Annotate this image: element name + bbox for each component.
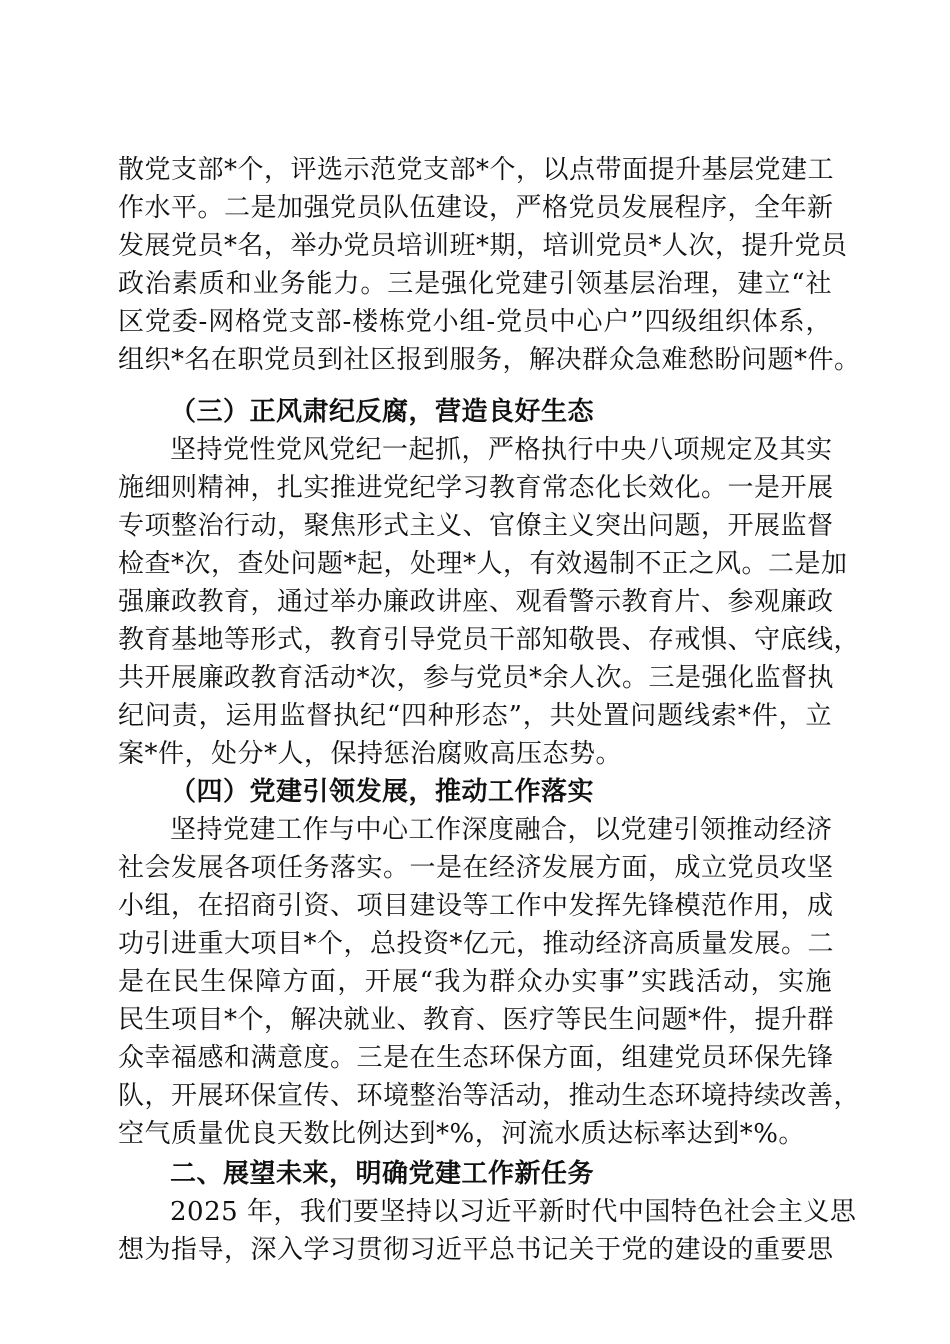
paragraph-line: 区党委-网格党支部-楼栋党小组-党员中心户”四级组织体系， — [118, 307, 832, 337]
paragraph-line: 队，开展环保宣传、环境整治等活动，推动生态环境持续改善， — [118, 1081, 861, 1111]
paragraph-line: 小组，在招商引资、项目建设等工作中发挥先锋模范作用，成 — [118, 891, 834, 921]
paragraph-line: 民生项目*个，解决就业、教育、医疗等民生问题*件，提升群 — [118, 1005, 835, 1035]
section-heading: （四）党建引领发展，推动工作落实 — [170, 777, 595, 807]
paragraph-line: 政治素质和业务能力。三是强化党建引领基层治理，建立“社 — [118, 269, 832, 299]
paragraph-line: 众幸福感和满意度。三是在生态环保方面，组建党员环保先锋 — [118, 1043, 834, 1073]
paragraph-line: 是在民生保障方面，开展“我为群众办实事”实践活动，实施 — [118, 967, 832, 997]
paragraph-line: 2025 年，我们要坚持以习近平新时代中国特色社会主义思 — [170, 1197, 857, 1227]
paragraph-line: 空气质量优良天数比例达到*%，河流水质达标率达到*%。 — [118, 1119, 805, 1149]
paragraph-line: 检查*次，查处问题*起，处理*人，有效遏制不正之风。二是加 — [118, 549, 848, 579]
paragraph-line: 案*件，处分*人，保持惩治腐败高压态势。 — [118, 739, 623, 769]
paragraph-line: 作水平。二是加强党员队伍建设，严格党员发展程序，全年新 — [118, 193, 834, 223]
paragraph-line: 纪问责，运用监督执纪“四种形态”，共处置问题线索*件，立 — [118, 701, 832, 731]
paragraph-line: 发展党员*名，举办党员培训班*期，培训党员*人次，提升党员 — [118, 231, 848, 261]
paragraph-line: 强廉政教育，通过举办廉政讲座、观看警示教育片、参观廉政 — [118, 587, 834, 617]
paragraph-line: 功引进重大项目*个，总投资*亿元，推动经济高质量发展。二 — [118, 929, 835, 959]
part-heading: 二、展望未来，明确党建工作新任务 — [170, 1159, 595, 1189]
paragraph-line: 坚持党建工作与中心工作深度融合，以党建引领推动经济 — [170, 815, 833, 845]
paragraph-line: 组织*名在职党员到社区报到服务，解决群众急难愁盼问题*件。 — [118, 345, 861, 375]
section-heading: （三）正风肃纪反腐，营造良好生态 — [170, 397, 595, 427]
paragraph-line: 想为指导，深入学习贯彻习近平总书记关于党的建设的重要思 — [118, 1235, 834, 1265]
paragraph-line: 施细则精神，扎实推进党纪学习教育常态化长效化。一是开展 — [118, 473, 834, 503]
paragraph-line: 坚持党性党风党纪一起抓，严格执行中央八项规定及其实 — [170, 435, 833, 465]
paragraph-line: 社会发展各项任务落实。一是在经济发展方面，成立党员攻坚 — [118, 853, 834, 883]
paragraph-line: 散党支部*个，评选示范党支部*个，以点带面提升基层党建工 — [118, 155, 835, 185]
paragraph-line: 共开展廉政教育活动*次，参与党员*余人次。三是强化监督执 — [118, 663, 835, 693]
paragraph-line: 专项整治行动，聚焦形式主义、官僚主义突出问题，开展监督 — [118, 511, 834, 541]
paragraph-line: 教育基地等形式，教育引导党员干部知敬畏、存戒惧、守底线， — [118, 625, 861, 655]
